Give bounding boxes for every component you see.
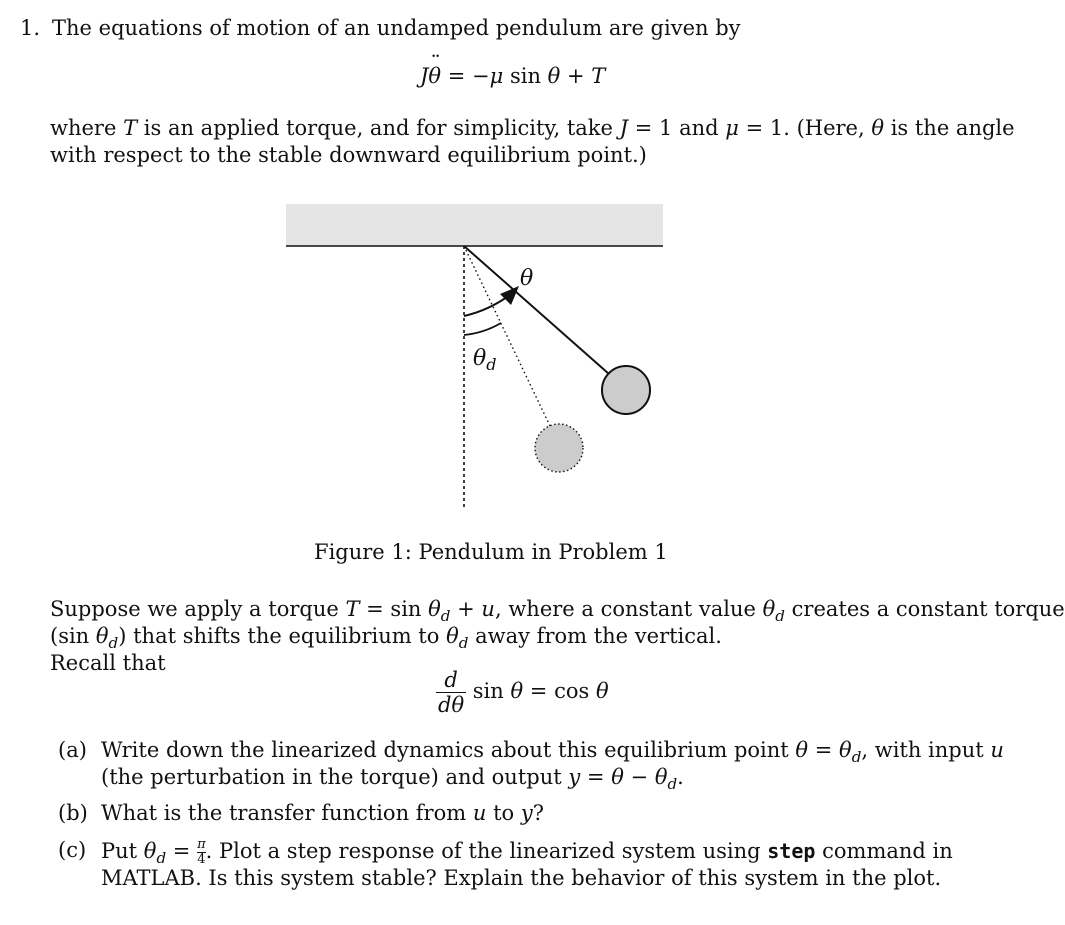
- p2-b: that shifts the equilibrium to: [133, 624, 440, 648]
- part-b-label: (b): [58, 801, 88, 825]
- body-line2: (sin $\theta_d$) that shifts the equilibrium to $\theta_d$ away from the vertical.: [50, 624, 722, 653]
- part-b-b: to: [493, 801, 515, 825]
- p1-c: creates a constant torque: [791, 597, 1065, 621]
- pendulum-bob: [602, 366, 650, 414]
- p1-a: Suppose we apply a torque: [50, 597, 339, 621]
- theta-d-label: [473, 346, 497, 374]
- and-text: and: [679, 116, 719, 140]
- p2-c: away from the vertical.: [475, 624, 722, 648]
- theta-label: θ: [520, 266, 534, 291]
- part-a-label: (a): [58, 738, 87, 762]
- torque-text: is an applied torque, and for simplicity, take: [143, 116, 613, 140]
- theta-d-arc: [464, 323, 501, 335]
- part-c-put: Put: [101, 839, 138, 864]
- problem-number: 1.: [20, 16, 41, 40]
- p1-b: where a constant value: [508, 597, 756, 621]
- part-b-a: What is the transfer function from: [101, 801, 467, 825]
- part-a-line2: (the perturbation in the torque) and output $y = \theta - \theta_d$.: [101, 765, 684, 794]
- equilibrium-rod: [464, 246, 550, 426]
- ceiling: [286, 204, 663, 246]
- pendulum-figure: [280, 198, 670, 513]
- problem-intro: The equations of motion of an undamped pendulum are given by: [52, 16, 741, 40]
- here-open: . (Here,: [783, 116, 865, 140]
- theta-arrowhead: [500, 286, 519, 305]
- part-c-line1: Put $\theta_d$ = $\frac{\pi}{4}$ . Plot a step response of the linearized system using step command in: [101, 837, 953, 868]
- body-line1: Suppose we apply a torque $T = \sin \theta_d + u$, where a constant value $\theta_d$ creates a constant torque: [50, 597, 1065, 626]
- equilibrium-bob: [535, 424, 583, 472]
- part-b-text: What is the transfer function from u to y?: [101, 801, 544, 825]
- part-c-text2: command in: [822, 839, 953, 864]
- problem-line2: with respect to the stable downward equilibrium point.): [50, 143, 647, 167]
- part-c-text: . Plot a step response of the linearized system using: [205, 839, 761, 864]
- part-a-text: Write down the linearized dynamics about this equilibrium point: [101, 738, 789, 762]
- part-a-line1: Write down the linearized dynamics about this equilibrium point $\theta = \theta_d$, with input u: [101, 738, 1004, 767]
- theta-d-symbol: θ: [473, 346, 487, 371]
- here-rest: is the angle: [890, 116, 1015, 140]
- part-a-input: , with input: [861, 738, 984, 762]
- theta-d-subscript: d: [486, 355, 497, 374]
- equation-motion: J¨ θ = −μ sin θ + T: [420, 64, 605, 88]
- recall-text: Recall that: [50, 651, 166, 675]
- derivative-equation: $\frac{d}{d\theta}$ sin θ = cos θ: [438, 668, 609, 717]
- where-text: where: [50, 116, 117, 140]
- step-command: step: [767, 839, 816, 864]
- part-c-label: (c): [58, 838, 87, 862]
- part-a-text2: (the perturbation in the torque) and output: [101, 765, 562, 789]
- part-c-line2: MATLAB. Is this system stable? Explain the behavior of this system in the plot.: [101, 866, 942, 890]
- figure-caption: Figure 1: Pendulum in Problem 1: [314, 540, 668, 564]
- problem-where-line: where T is an applied torque, and for simplicity, take J = 1 and μ = 1. (Here, θ is the angle: [50, 116, 1015, 140]
